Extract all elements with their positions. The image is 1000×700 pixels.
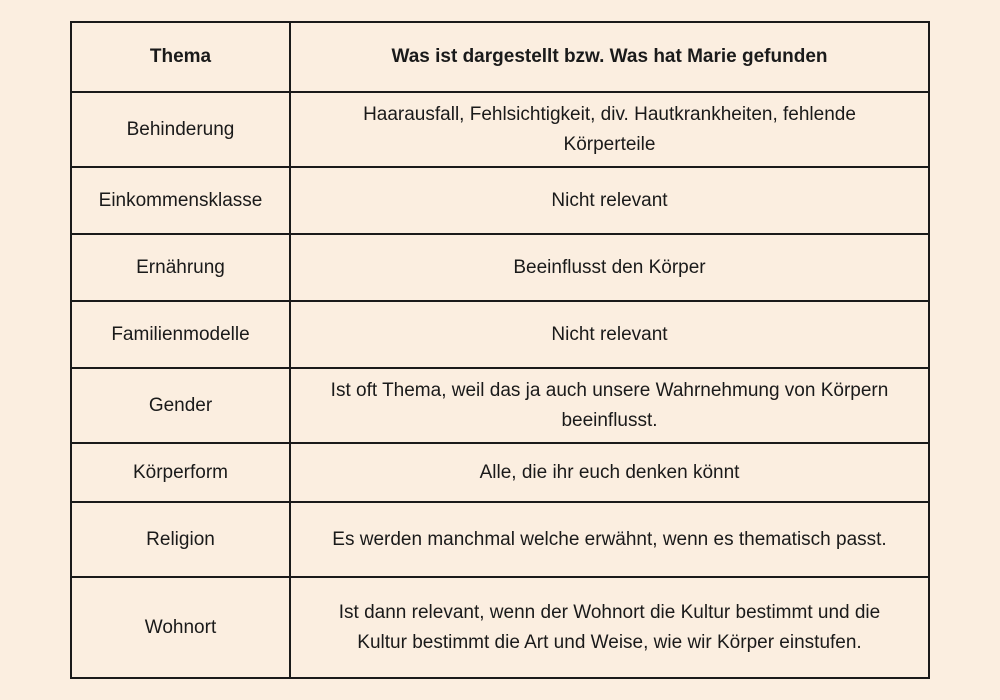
- row-einkommensklasse-topic: Einkommensklasse: [72, 168, 291, 235]
- row-familienmodelle-desc: Nicht relevant: [291, 302, 928, 369]
- row-koerperform-desc: Alle, die ihr euch denken könnt: [291, 444, 928, 503]
- row-gender-desc: Ist oft Thema, weil das ja auch unsere Wahrnehmung von Körpern beeinflusst.: [291, 369, 928, 444]
- row-religion-topic: Religion: [72, 503, 291, 578]
- row-behinderung-topic: Behinderung: [72, 93, 291, 168]
- row-behinderung-desc: Haarausfall, Fehlsichtigkeit, div. Hautkrankheiten, fehlende Körperteile: [291, 93, 928, 168]
- row-gender-topic: Gender: [72, 369, 291, 444]
- row-wohnort-desc: Ist dann relevant, wenn der Wohnort die Kultur bestimmt und die Kultur bestimmt die Art und Weise, wie wir Körper einstufen.: [338, 601, 881, 653]
- row-koerperform-topic: Körperform: [72, 444, 291, 503]
- row-einkommensklasse-desc: Nicht relevant: [291, 168, 928, 235]
- row-wohnort-topic: Wohnort: [72, 578, 291, 677]
- row-ernaehrung-desc: Beeinflusst den Körper: [291, 235, 928, 302]
- row-ernaehrung-topic: Ernährung: [72, 235, 291, 302]
- header-beschreibung: Was ist dargestellt bzw. Was hat Marie gefunden: [291, 23, 928, 93]
- header-thema: Thema: [72, 23, 291, 93]
- topic-table: [70, 21, 930, 679]
- row-religion-desc: Es werden manchmal welche erwähnt, wenn es thematisch passt.: [291, 503, 928, 578]
- row-familienmodelle-topic: Familienmodelle: [72, 302, 291, 369]
